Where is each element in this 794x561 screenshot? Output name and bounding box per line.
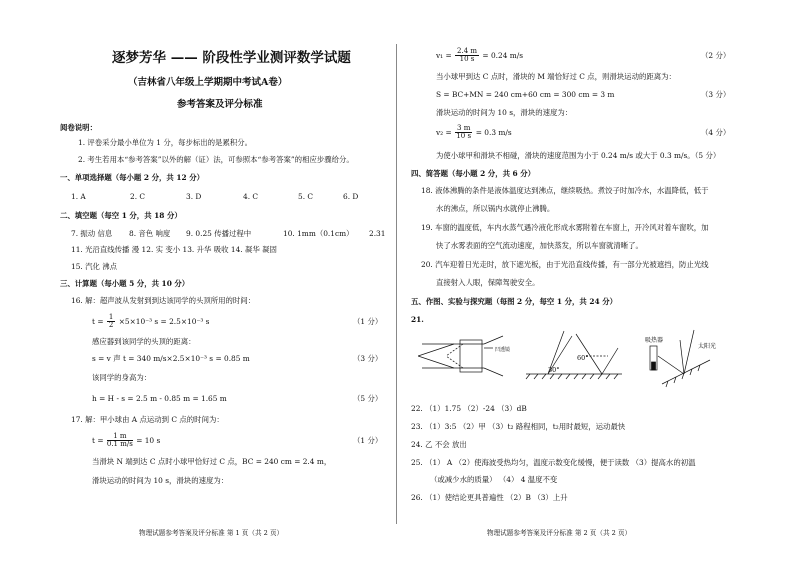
section-5-title: 五、作图、实验与探究题（每图 2 分，每空 1 分，共 24 分） — [411, 297, 617, 306]
q19-line-1: 19. 车窗的温度低，车内水蒸气遇冷液化形成水雾附着在车窗上，开冷风对着车窗吹，加 — [421, 223, 709, 232]
page-divider — [396, 44, 397, 524]
q25-line-2: （或减少水的质量） （4） 4 温度不变 — [430, 475, 558, 484]
q16-score-2: （3 分） — [353, 354, 383, 363]
q16-equation-1: t = $\frac{1}{2}$ ×5×10⁻³ s = 2.5×10⁻³ s — [92, 313, 210, 330]
q18-line-2: 水的沸点，所以锅内水就停止沸腾。 — [436, 204, 555, 213]
fill-9: 9. 0.25 传播过程中 — [186, 229, 252, 238]
choice-6: 6. D — [343, 192, 359, 201]
fill-10: 10. 1mm（0.1cm） — [283, 229, 354, 238]
q17-score-1: （1 分） — [353, 436, 383, 445]
s-equation: S = BC+MN = 240 cm+60 cm = 300 cm = 3 m — [436, 90, 615, 99]
q17-intro: 17. 解：甲小球由 A 点运动到 C 点的时间为： — [71, 415, 224, 424]
section-2-title: 二、填空题（每空 1 分，共 18 分） — [60, 211, 182, 220]
q21-figures — [418, 326, 718, 398]
footer-page-1: 物理试题参考答案及评分标准 第 1 页（共 2 页） — [139, 529, 284, 537]
q20-line-1: 20. 汽车迎着日光走时，放下遮光板，由于光沿直线传播，有一部分光被遮挡，防止光线 — [421, 260, 709, 269]
q16-score-1: （1 分） — [353, 317, 383, 326]
lens-label: 凹透镜 — [495, 347, 511, 353]
choice-5: 5. C — [298, 192, 314, 201]
q18-line-1: 18. 液体沸腾的条件是液体温度达到沸点，继续吸热。煮饺子时加冷水，水温降低，低于 — [421, 186, 709, 195]
choice-4: 4. C — [243, 192, 259, 201]
fill-8: 8. 音色 响度 — [129, 229, 171, 238]
footer-page-2: 物理试题参考答案及评分标准 第 2 页（共 2 页） — [487, 529, 632, 537]
mirror-figure — [526, 331, 622, 379]
v2-equation: v₂ = $\frac{3 m}{10 s}$ = 0.3 m/s — [436, 124, 512, 141]
q24-answer: 24. 乙 不会 放出 — [411, 440, 467, 449]
q25-line-1: 25. （1） A （2）使海波受热均匀，温度示数变化缓慢，便于读数 （3）提高水的初温 — [411, 458, 696, 467]
choice-3: 3. D — [186, 192, 202, 201]
absorber-label: 吸热器 — [645, 337, 664, 344]
section-1-title: 一、单项选择题（每小题 2 分，共 12 分） — [60, 173, 204, 182]
fill-15: 15. 汽化 沸点 — [71, 262, 118, 271]
answer-heading: 参考答案及评分标准 — [177, 99, 263, 110]
sunlight-label: 太阳光 — [698, 343, 717, 350]
note-1: 1. 评卷采分最小单位为 1 分，每步标出的是累积分。 — [78, 138, 253, 147]
q19-line-2: 快了水雾表面的空气流动速度，加快蒸发，所以车窗就清晰了。 — [436, 241, 643, 250]
q16-intro: 16. 解：超声波从发射到到达该同学的头顶所用的时间： — [71, 296, 256, 305]
fill-7: 7. 振动 信息 — [71, 229, 113, 238]
q20-line-2: 直接射入人眼，保障驾驶安全。 — [436, 278, 540, 287]
exam-subtitle: （吉林省八年级上学期期中考试A卷） — [128, 77, 288, 88]
q16-equation-2: s = v 声 t = 340 m/s×2.5×10⁻³ s = 0.85 m — [92, 354, 250, 363]
q17-equation-1: t = $\frac{1 m}{0.1 m/s}$ = 10 s — [92, 432, 161, 449]
text-t3: 为使小球甲和滑块不相碰，滑块的速度范围为小于 0.24 m/s 或大于 0.3 m/s。（5 分） — [436, 151, 721, 160]
choice-1: 1. A — [71, 192, 86, 201]
q16-text-2: 感应器到该同学的头顶的距离： — [92, 337, 196, 346]
lens-figure — [418, 336, 503, 376]
angle-60: 60° — [577, 354, 589, 362]
q16-score-3: （5 分） — [353, 394, 383, 403]
q21-label: 21. — [411, 315, 424, 324]
v2-score: （4 分） — [701, 128, 731, 137]
note-2: 2. 考生若用本“参考答案”以外的解（证）法，可参照本“参考答案”的相应步骤给分。 — [78, 155, 354, 164]
angle-30: 30° — [548, 366, 560, 374]
q17-text-3: 滑块运动的时间为 10 s，滑块的速度为： — [92, 476, 229, 485]
notes-title: 阅卷说明： — [60, 123, 97, 132]
fill-10b: 2.31 — [369, 229, 386, 238]
exam-title: 逐梦芳华 —— 阶段性学业测评数学试题 — [112, 50, 351, 66]
text-t2: 滑块运动的时间为 10 s，滑块的速度为： — [436, 108, 573, 117]
q16-text-3: 该同学的身高为： — [92, 373, 152, 382]
s-score: （3 分） — [701, 90, 731, 99]
q26-answer: 26. （1）使结论更具普遍性 （2）B （3）上升 — [411, 493, 568, 502]
section-4-title: 四、简答题（每小题 2 分，共 6 分） — [411, 169, 536, 178]
q23-answer: 23. （1）3:5 （2）甲 （3）t₂ 路程相同，t₂用时最短，运动最快 — [411, 422, 626, 431]
q16-equation-3: h = H - s = 2.5 m - 0.85 m = 1.65 m — [92, 394, 227, 403]
choice-2: 2. C — [130, 192, 146, 201]
section-3-title: 三、计算题（每小题 5 分，共 10 分） — [60, 279, 190, 288]
q17-text-2: 当滑块 N 端到达 C 点时小球甲恰好过 C 点，BC = 240 cm = 2.4 m， — [92, 457, 332, 466]
v1-score: （2 分） — [701, 51, 731, 60]
fill-11-14: 11. 光沿直线传播 漫 12. 实 变小 13. 升华 吸收 14. 凝华 凝固 — [71, 245, 277, 254]
q22-answer: 22. （1）1.75 （2）-24 （3）dB — [411, 404, 527, 413]
v1-equation: v₁ = $\frac{2.4 m}{10 s}$ = 0.24 m/s — [436, 47, 524, 64]
text-t1: 当小球甲到达 C 点时，滑块的 M 端恰好过 C 点，则滑块运动的距离为： — [436, 72, 676, 81]
